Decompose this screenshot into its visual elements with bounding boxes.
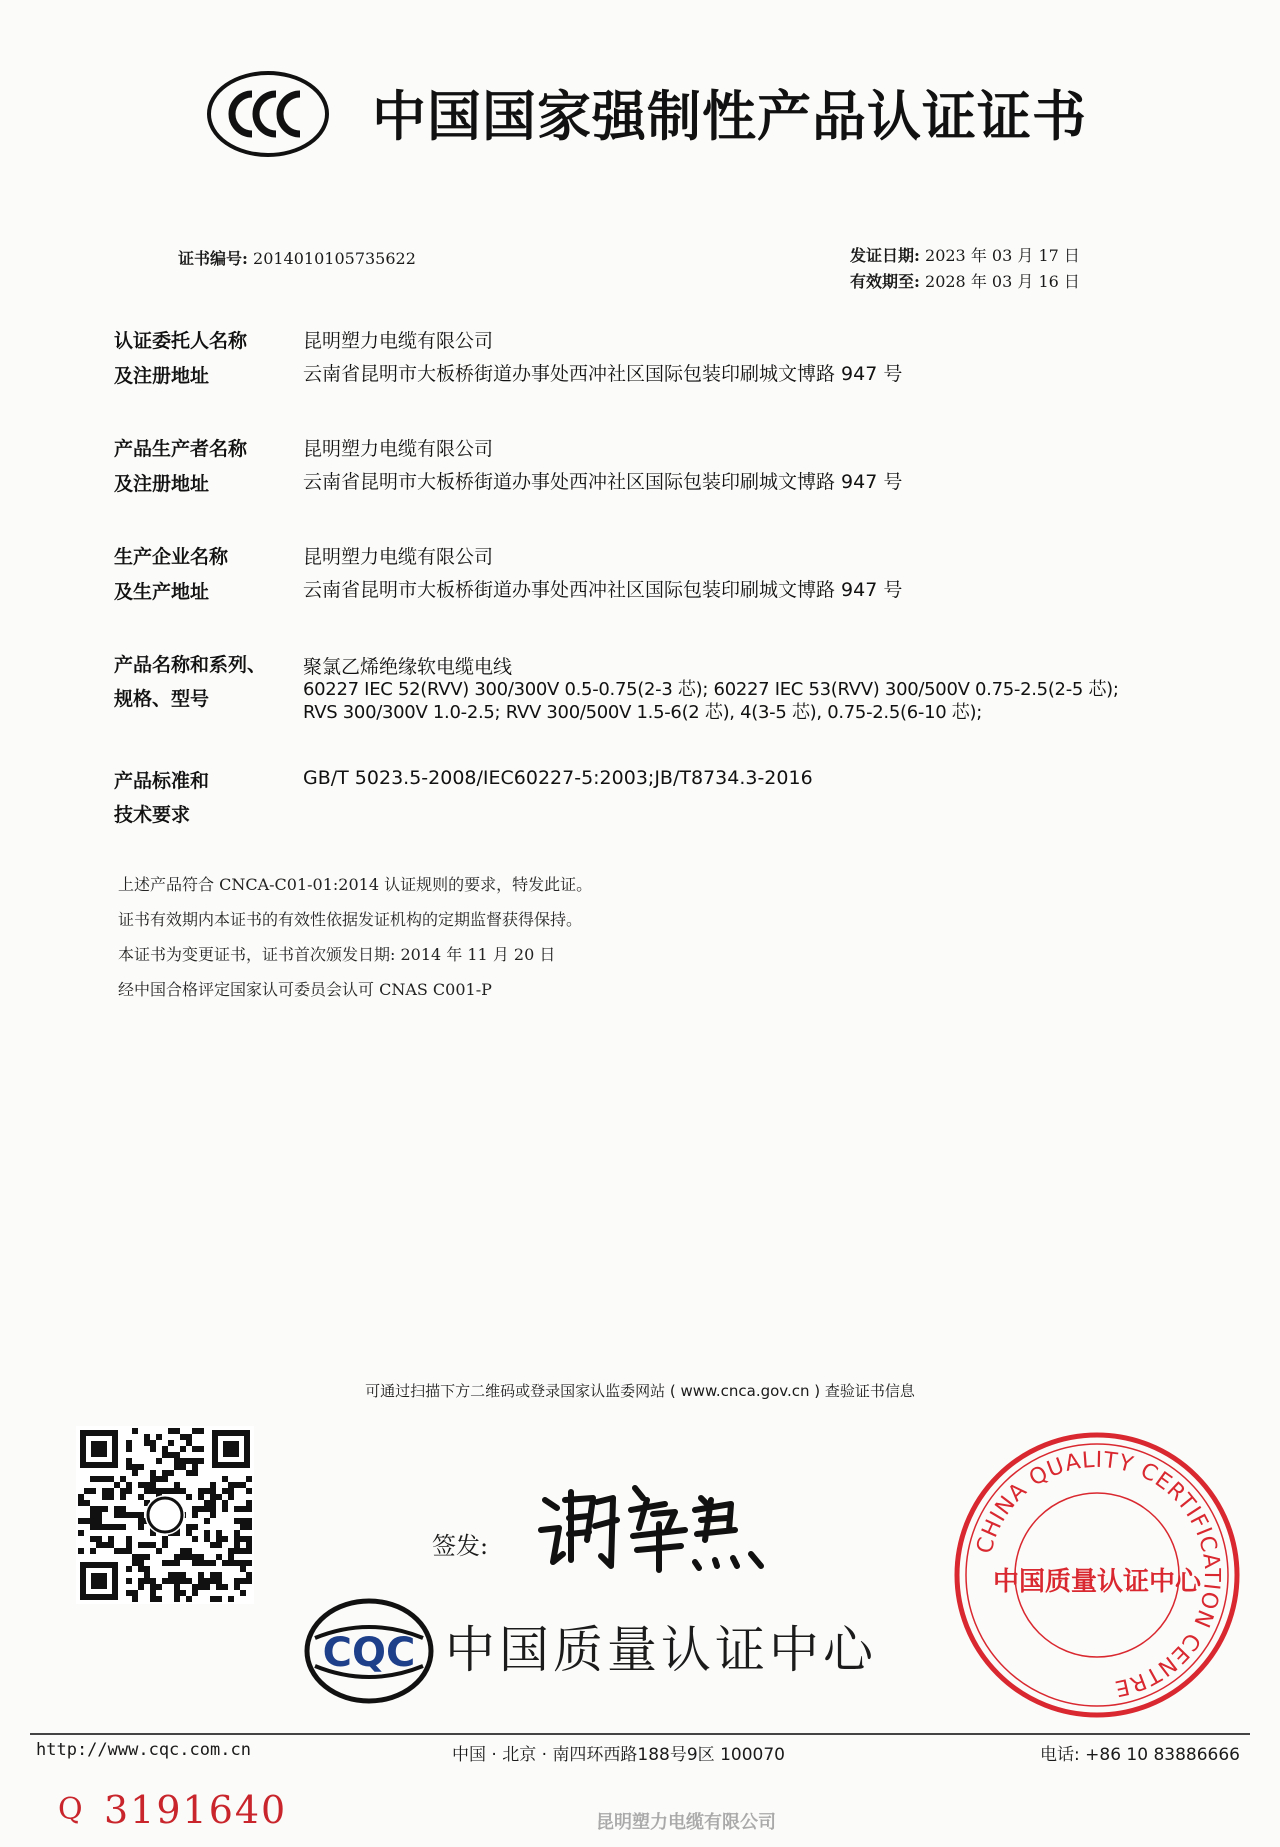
cqc-logo — [303, 1596, 435, 1706]
manufacturer-name: 昆明塑力电缆有限公司 — [303, 438, 494, 460]
note-line-4: 经中国合格评定国家认可委员会认可 CNAS C001-P — [118, 980, 492, 999]
serial-number: 3191640 — [104, 1788, 288, 1832]
issue-date — [850, 243, 1080, 266]
factory-name: 昆明塑力电缆有限公司 — [303, 546, 494, 568]
applicant-label-line1: 认证委托人名称 — [114, 330, 248, 352]
note-line-1: 上述产品符合 CNCA-C01-01:2014 认证规则的要求，特发此证。 — [118, 875, 593, 894]
product-spec-line1: 60227 IEC 52(RVV) 300/300V 0.5-0.75(2-3 芯); 60227 IEC 53(RVV) 300/500V 0.75-2.5(2-5 芯); — [303, 679, 1119, 700]
issue-date-value: 2023 年 03 月 17 日 — [925, 246, 1080, 265]
factory-label-line2: 及生产地址 — [114, 581, 210, 603]
footer-phone: 电话: +86 10 83886666 — [1040, 1745, 1240, 1765]
expiry-date — [850, 269, 1080, 292]
applicant-label-line2: 及注册地址 — [114, 365, 210, 387]
manufacturer-label-line2: 及注册地址 — [114, 473, 210, 495]
note-line-2: 证书有效期内本证书的有效性依据发证机构的定期监督获得保持。 — [118, 910, 583, 929]
certificate-title: 中国国家强制性产品认证证书 — [372, 85, 1087, 148]
signature-label: 签发: — [432, 1532, 489, 1560]
company-watermark: 昆明塑力电缆有限公司 — [596, 1812, 776, 1833]
cqc-logo-text: CQC — [322, 1630, 416, 1676]
applicant-address: 云南省昆明市大板桥街道办事处西冲社区国际包装印刷城文博路 947 号 — [303, 363, 903, 385]
manufacturer-address: 云南省昆明市大板桥街道办事处西冲社区国际包装印刷城文博路 947 号 — [303, 471, 903, 493]
standard-label-line1: 产品标准和 — [114, 770, 210, 792]
footer-website[interactable]: http://www.cqc.com.cn — [36, 1740, 251, 1760]
expiry-date-value: 2028 年 03 月 16 日 — [925, 272, 1080, 291]
standard-label-line2: 技术要求 — [114, 804, 191, 826]
factory-label-line1: 生产企业名称 — [114, 546, 229, 568]
seal-inner-text: 中国质量认证中心 — [992, 1567, 1202, 1597]
product-label-line2: 规格、型号 — [114, 688, 210, 710]
issuer-name: 中国质量认证中心 — [445, 1621, 877, 1679]
ccc-logo — [206, 70, 330, 158]
seal-outer-text: CHINA QUALITY CERTIFICATION CENTRE — [972, 1447, 1225, 1701]
expiry-date-label: 有效期至: — [850, 272, 920, 291]
cert-number-label: 证书编号: — [178, 249, 248, 268]
serial-prefix: Q — [58, 1792, 83, 1827]
qr-code[interactable] — [76, 1426, 254, 1604]
note-line-3: 本证书为变更证书，证书首次颁发日期: 2014 年 11 月 20 日 — [118, 945, 556, 964]
issue-date-label: 发证日期: — [850, 246, 920, 265]
product-name: 聚氯乙烯绝缘软电缆电线 — [303, 656, 513, 678]
official-seal — [952, 1430, 1242, 1720]
cert-number-value: 2014010105735622 — [253, 249, 416, 268]
applicant-name: 昆明塑力电缆有限公司 — [303, 330, 494, 352]
signature — [535, 1470, 780, 1580]
standard-value: GB/T 5023.5-2008/IEC60227-5:2003;JB/T8734.3-2016 — [303, 767, 813, 789]
product-spec-line2: RVS 300/300V 1.0-2.5; RVV 300/500V 1.5-6(2 芯), 4(3-5 芯), 0.75-2.5(6-10 芯); — [303, 702, 982, 723]
factory-address: 云南省昆明市大板桥街道办事处西冲社区国际包装印刷城文博路 947 号 — [303, 579, 903, 601]
product-label-line1: 产品名称和系列、 — [114, 654, 267, 676]
footer-address: 中国 · 北京 · 南四环西路188号9区 100070 — [452, 1745, 785, 1765]
cert-number — [178, 246, 416, 269]
footer-divider — [30, 1733, 1250, 1735]
manufacturer-label-line1: 产品生产者名称 — [114, 438, 248, 460]
verification-note: 可通过扫描下方二维码或登录国家认监委网站 ( www.cnca.gov.cn ) 查验证书信息 — [365, 1382, 915, 1400]
